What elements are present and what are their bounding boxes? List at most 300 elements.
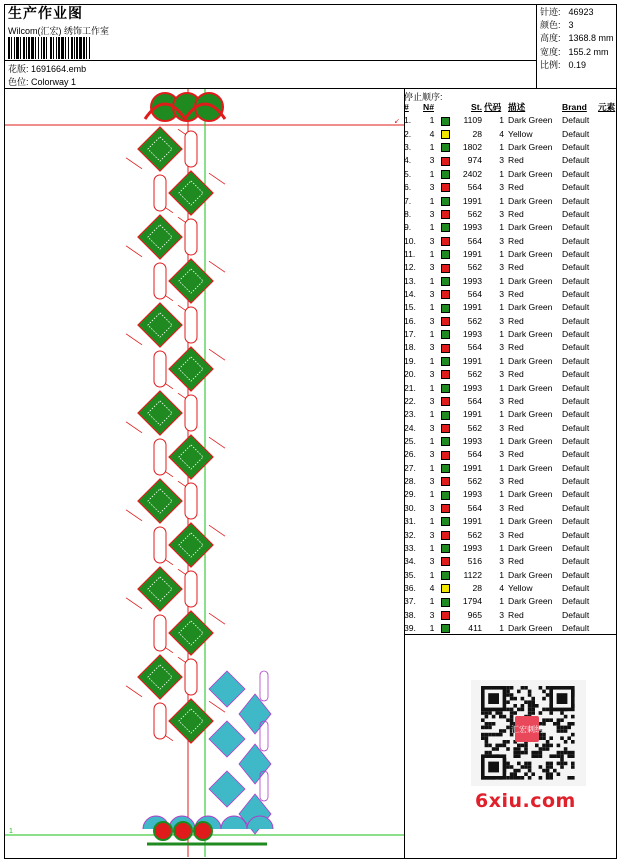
row-element xyxy=(598,435,620,448)
qr-module xyxy=(528,765,532,769)
row-needle: 1 xyxy=(429,355,435,366)
barcode xyxy=(8,37,141,59)
qr-module xyxy=(503,729,507,733)
qr-module xyxy=(495,747,499,751)
col-header-stitches: St. xyxy=(471,102,482,112)
row-stitches: 28 xyxy=(472,128,482,139)
qr-module xyxy=(549,772,553,776)
table-row xyxy=(404,555,620,568)
color-swatch xyxy=(441,143,450,152)
row-brand: Default xyxy=(562,168,590,179)
qr-module xyxy=(517,744,521,748)
row-element xyxy=(598,275,620,288)
qr-module xyxy=(546,772,550,776)
qr-module xyxy=(531,711,535,715)
stat-colors: 颜色: 3 xyxy=(540,20,574,31)
row-needle: 3 xyxy=(429,369,435,380)
row-brand: Default xyxy=(562,529,590,540)
row-brand: Default xyxy=(562,422,590,433)
table-row xyxy=(404,341,620,354)
table-row xyxy=(404,529,620,542)
qr-module xyxy=(513,772,517,776)
row-description: Yellow xyxy=(508,128,533,139)
qr-module xyxy=(542,736,546,740)
stat-scale: 比例: 0.19 xyxy=(540,59,587,70)
qr-module xyxy=(524,765,528,769)
row-swatch xyxy=(441,248,454,261)
row-swatch xyxy=(441,408,454,421)
page-title: 生产作业图 xyxy=(8,5,83,21)
row-element xyxy=(598,422,620,435)
row-stitches: 1991 xyxy=(462,302,482,313)
diamond-motif xyxy=(138,655,182,699)
qr-module xyxy=(549,736,553,740)
table-row xyxy=(404,569,620,582)
row-description: Dark Green xyxy=(508,248,553,259)
capsule-link xyxy=(154,703,166,739)
row-swatch xyxy=(441,141,454,154)
row-brand: Default xyxy=(562,222,590,233)
row-brand: Default xyxy=(562,435,590,446)
row-stitches: 562 xyxy=(467,262,482,273)
row-needle: 3 xyxy=(429,556,435,567)
row-code: 1 xyxy=(499,542,504,553)
corner-marker: ↙ xyxy=(394,118,400,125)
row-index: 22. xyxy=(404,395,416,406)
qr-module xyxy=(567,736,571,740)
diamond-motif xyxy=(169,171,213,215)
qr-module xyxy=(506,762,510,766)
row-description: Dark Green xyxy=(508,409,553,420)
row-index: 25. xyxy=(404,435,416,446)
qr-module xyxy=(506,686,510,690)
color-swatch xyxy=(441,464,450,473)
row-brand: Default xyxy=(562,182,590,193)
row-needle: 1 xyxy=(429,623,435,634)
row-swatch xyxy=(441,582,454,595)
stitch-line xyxy=(209,349,225,360)
row-index: 34. xyxy=(404,556,416,567)
row-swatch xyxy=(441,529,454,542)
col-header-brand: Brand xyxy=(562,102,587,112)
row-element xyxy=(598,355,620,368)
row-stitches: 562 xyxy=(467,369,482,380)
table-row xyxy=(404,195,620,208)
row-code: 3 xyxy=(499,208,504,219)
row-swatch xyxy=(441,488,454,501)
row-index: 7. xyxy=(404,195,412,206)
color-swatch xyxy=(441,317,450,326)
table-row xyxy=(404,181,620,194)
row-element xyxy=(598,488,620,501)
table-row xyxy=(404,248,620,261)
color-swatch xyxy=(441,223,450,232)
color-swatch xyxy=(441,277,450,286)
qr-module xyxy=(528,762,532,766)
color-swatch xyxy=(441,598,450,607)
qr-module xyxy=(557,744,561,748)
row-stitches: 1991 xyxy=(462,355,482,366)
row-needle: 3 xyxy=(429,182,435,193)
row-swatch xyxy=(441,288,454,301)
qr-module xyxy=(488,726,492,730)
row-swatch xyxy=(441,595,454,608)
color-swatch xyxy=(441,557,450,566)
row-element xyxy=(598,408,620,421)
capsule-link xyxy=(154,175,166,211)
qr-module xyxy=(571,776,575,780)
color-swatch xyxy=(441,437,450,446)
row-element xyxy=(598,609,620,622)
row-index: 26. xyxy=(404,449,416,460)
table-row xyxy=(404,435,620,448)
row-stitches: 1993 xyxy=(462,222,482,233)
row-stitches: 1991 xyxy=(462,409,482,420)
row-code: 1 xyxy=(499,142,504,153)
row-description: Red xyxy=(508,502,524,513)
qr-module xyxy=(542,690,546,694)
qr-module xyxy=(553,769,557,773)
qr-module xyxy=(521,751,525,755)
row-description: Red xyxy=(508,395,524,406)
row-element xyxy=(598,448,620,461)
row-index: 20. xyxy=(404,369,416,380)
qr-module xyxy=(499,733,503,737)
table-row xyxy=(404,221,620,234)
qr-module xyxy=(571,722,575,726)
capsule-link xyxy=(154,439,166,475)
color-swatch xyxy=(441,451,450,460)
row-brand: Default xyxy=(562,235,590,246)
row-swatch xyxy=(441,435,454,448)
qr-module xyxy=(485,744,489,748)
qr-module xyxy=(495,711,499,715)
col-header-element: 元素 xyxy=(598,102,616,112)
row-swatch xyxy=(441,542,454,555)
qr-module xyxy=(539,711,543,715)
table-row xyxy=(404,622,620,635)
row-element xyxy=(598,168,620,181)
stitch-line xyxy=(209,437,225,448)
qr-module xyxy=(485,726,489,730)
row-brand: Default xyxy=(562,342,590,353)
qr-module xyxy=(492,733,496,737)
qr-module xyxy=(485,715,489,719)
table-row xyxy=(404,368,620,381)
row-stitches: 516 xyxy=(467,556,482,567)
row-index: 37. xyxy=(404,596,416,607)
row-description: Dark Green xyxy=(508,382,553,393)
row-code: 1 xyxy=(499,168,504,179)
company-name: Wilcom(汇宏) 绣饰工作室 xyxy=(8,26,109,36)
overlay-diamond xyxy=(239,744,271,784)
row-description: Red xyxy=(508,609,524,620)
row-swatch xyxy=(441,168,454,181)
qr-module xyxy=(549,754,553,758)
qr-module xyxy=(521,697,525,701)
stitch-line xyxy=(126,246,142,257)
qr-module xyxy=(531,751,535,755)
qr-module xyxy=(517,769,521,773)
row-brand: Default xyxy=(562,569,590,580)
qr-module xyxy=(510,697,514,701)
row-needle: 3 xyxy=(429,315,435,326)
row-code: 1 xyxy=(499,355,504,366)
qr-module xyxy=(495,733,499,737)
qr-module xyxy=(510,718,514,722)
color-swatch xyxy=(441,157,450,166)
qr-module xyxy=(485,711,489,715)
row-needle: 1 xyxy=(429,248,435,259)
qr-module xyxy=(510,772,514,776)
row-code: 3 xyxy=(499,262,504,273)
row-element xyxy=(598,555,620,568)
row-stitches: 1109 xyxy=(463,115,482,126)
capsule-link xyxy=(185,483,197,519)
row-index: 3. xyxy=(404,142,412,153)
qr-module xyxy=(542,697,546,701)
row-element xyxy=(598,195,620,208)
embroidery-preview xyxy=(5,89,404,857)
qr-module xyxy=(531,704,535,708)
diamond-motif xyxy=(169,259,213,303)
row-needle: 3 xyxy=(429,289,435,300)
row-brand: Default xyxy=(562,275,590,286)
col-header-needle: N# xyxy=(423,102,434,112)
qr-module xyxy=(546,776,550,780)
row-needle: 1 xyxy=(429,569,435,580)
qr-module xyxy=(546,765,550,769)
row-description: Dark Green xyxy=(508,168,553,179)
row-element xyxy=(598,395,620,408)
qr-module xyxy=(531,700,535,704)
stitch-line xyxy=(126,422,142,433)
row-stitches: 1993 xyxy=(462,382,482,393)
row-stitches: 1794 xyxy=(462,596,482,607)
row-needle: 3 xyxy=(429,155,435,166)
qr-module xyxy=(521,765,525,769)
row-description: Dark Green xyxy=(508,542,553,553)
stitch-line xyxy=(209,173,225,184)
color-swatch xyxy=(441,117,450,126)
qr-module xyxy=(539,765,543,769)
qr-module xyxy=(506,740,510,744)
qr-module xyxy=(481,718,485,722)
row-brand: Default xyxy=(562,208,590,219)
color-swatch xyxy=(441,517,450,526)
color-swatch xyxy=(441,424,450,433)
row-swatch xyxy=(441,301,454,314)
row-index: 29. xyxy=(404,489,416,500)
qr-module xyxy=(521,686,525,690)
row-brand: Default xyxy=(562,449,590,460)
qr-module xyxy=(560,726,564,730)
row-index: 8. xyxy=(404,208,412,219)
row-element xyxy=(598,475,620,488)
table-row xyxy=(404,462,620,475)
row-element xyxy=(598,154,620,167)
row-needle: 1 xyxy=(429,168,435,179)
qr-module xyxy=(517,751,521,755)
row-element xyxy=(598,569,620,582)
row-description: Dark Green xyxy=(508,222,553,233)
row-code: 1 xyxy=(499,195,504,206)
qr-module xyxy=(524,762,528,766)
qr-module xyxy=(542,769,546,773)
row-needle: 1 xyxy=(429,275,435,286)
row-index: 21. xyxy=(404,382,416,393)
row-stitches: 564 xyxy=(467,182,482,193)
qr-module xyxy=(506,726,510,730)
stop-sequence-heading: 停止顺序: xyxy=(404,92,443,102)
table-row xyxy=(404,488,620,501)
row-description: Dark Green xyxy=(508,329,553,340)
qr-module xyxy=(564,762,568,766)
qr-module xyxy=(553,722,557,726)
row-brand: Default xyxy=(562,262,590,273)
row-brand: Default xyxy=(562,329,590,340)
qr-module xyxy=(528,769,532,773)
row-index: 23. xyxy=(404,409,416,420)
row-element xyxy=(598,261,620,274)
filename-label: 花版: xyxy=(8,64,29,74)
qr-module xyxy=(510,776,514,780)
qr-module xyxy=(506,747,510,751)
capsule-link xyxy=(154,527,166,563)
row-element xyxy=(598,248,620,261)
table-row xyxy=(404,408,620,421)
capsule-link xyxy=(185,571,197,607)
overlay-diamond xyxy=(209,771,245,807)
row-swatch xyxy=(441,328,454,341)
row-index: 6. xyxy=(404,182,412,193)
colorway-value: Colorway 1 xyxy=(31,77,77,87)
qr-module xyxy=(557,751,561,755)
row-swatch xyxy=(441,261,454,274)
qr-module xyxy=(528,700,532,704)
table-row xyxy=(404,141,620,154)
row-code: 1 xyxy=(499,222,504,233)
row-needle: 1 xyxy=(429,222,435,233)
row-index: 15. xyxy=(404,302,416,313)
row-swatch xyxy=(441,368,454,381)
row-stitches: 564 xyxy=(467,502,482,513)
row-needle: 1 xyxy=(429,382,435,393)
row-needle: 1 xyxy=(429,489,435,500)
stat-width: 宽度: 155.2 mm xyxy=(540,46,609,57)
capsule-link xyxy=(154,351,166,387)
row-index: 28. xyxy=(404,476,416,487)
row-index: 10. xyxy=(404,235,416,246)
scallop-top xyxy=(195,93,223,121)
row-needle: 3 xyxy=(429,449,435,460)
color-swatch xyxy=(441,411,450,420)
row-stitches: 562 xyxy=(467,315,482,326)
row-element xyxy=(598,502,620,515)
row-swatch xyxy=(441,355,454,368)
qr-module xyxy=(485,736,489,740)
qr-module xyxy=(528,711,532,715)
row-description: Red xyxy=(508,289,524,300)
qr-module xyxy=(524,747,528,751)
row-index: 14. xyxy=(404,289,416,300)
row-code: 1 xyxy=(499,115,504,126)
color-swatch xyxy=(441,197,450,206)
color-swatch xyxy=(441,397,450,406)
overlay-diamond xyxy=(209,721,245,757)
qr-code xyxy=(471,680,586,786)
color-swatch xyxy=(441,330,450,339)
qr-module xyxy=(560,762,564,766)
qr-module xyxy=(481,726,485,730)
qr-module xyxy=(481,736,485,740)
col-header-swatch xyxy=(441,101,454,114)
row-brand: Default xyxy=(562,556,590,567)
color-swatch xyxy=(441,357,450,366)
row-element xyxy=(598,208,620,221)
row-code: 1 xyxy=(499,275,504,286)
row-description: Red xyxy=(508,342,524,353)
row-brand: Default xyxy=(562,409,590,420)
qr-badge-text: 汇宏刺绣 xyxy=(511,725,543,734)
row-needle: 3 xyxy=(429,422,435,433)
row-stitches: 1991 xyxy=(462,462,482,473)
color-swatch xyxy=(441,344,450,353)
row-swatch xyxy=(441,275,454,288)
colorway-label: 色位: xyxy=(8,77,29,87)
row-index: 4. xyxy=(404,155,412,166)
scallop-bottom-red xyxy=(174,822,192,840)
row-index: 13. xyxy=(404,275,416,286)
qr-module xyxy=(510,686,514,690)
qr-module xyxy=(499,729,503,733)
row-description: Red xyxy=(508,369,524,380)
color-swatch xyxy=(441,571,450,580)
color-swatch xyxy=(441,491,450,500)
row-brand: Default xyxy=(562,128,590,139)
qr-module xyxy=(510,711,514,715)
qr-module xyxy=(495,744,499,748)
qr-module xyxy=(542,708,546,712)
row-needle: 1 xyxy=(429,516,435,527)
row-swatch xyxy=(441,195,454,208)
row-brand: Default xyxy=(562,476,590,487)
qr-module xyxy=(546,686,550,690)
stats-panel xyxy=(540,6,614,72)
qr-module xyxy=(521,744,525,748)
color-swatch xyxy=(441,130,450,139)
qr-module xyxy=(542,747,546,751)
row-description: Red xyxy=(508,155,524,166)
row-stitches: 564 xyxy=(467,235,482,246)
qr-module xyxy=(560,729,564,733)
qr-module xyxy=(488,751,492,755)
row-stitches: 564 xyxy=(467,342,482,353)
row-code: 3 xyxy=(499,315,504,326)
row-code: 4 xyxy=(499,582,504,593)
row-description: Dark Green xyxy=(508,195,553,206)
row-brand: Default xyxy=(562,289,590,300)
diamond-motif xyxy=(169,435,213,479)
row-index: 35. xyxy=(404,569,416,580)
capsule-link xyxy=(185,307,197,343)
row-stitches: 562 xyxy=(467,476,482,487)
row-index: 39. xyxy=(404,623,416,634)
row-code: 1 xyxy=(499,435,504,446)
qr-module xyxy=(517,747,521,751)
qr-module xyxy=(503,715,507,719)
qr-module xyxy=(488,722,492,726)
